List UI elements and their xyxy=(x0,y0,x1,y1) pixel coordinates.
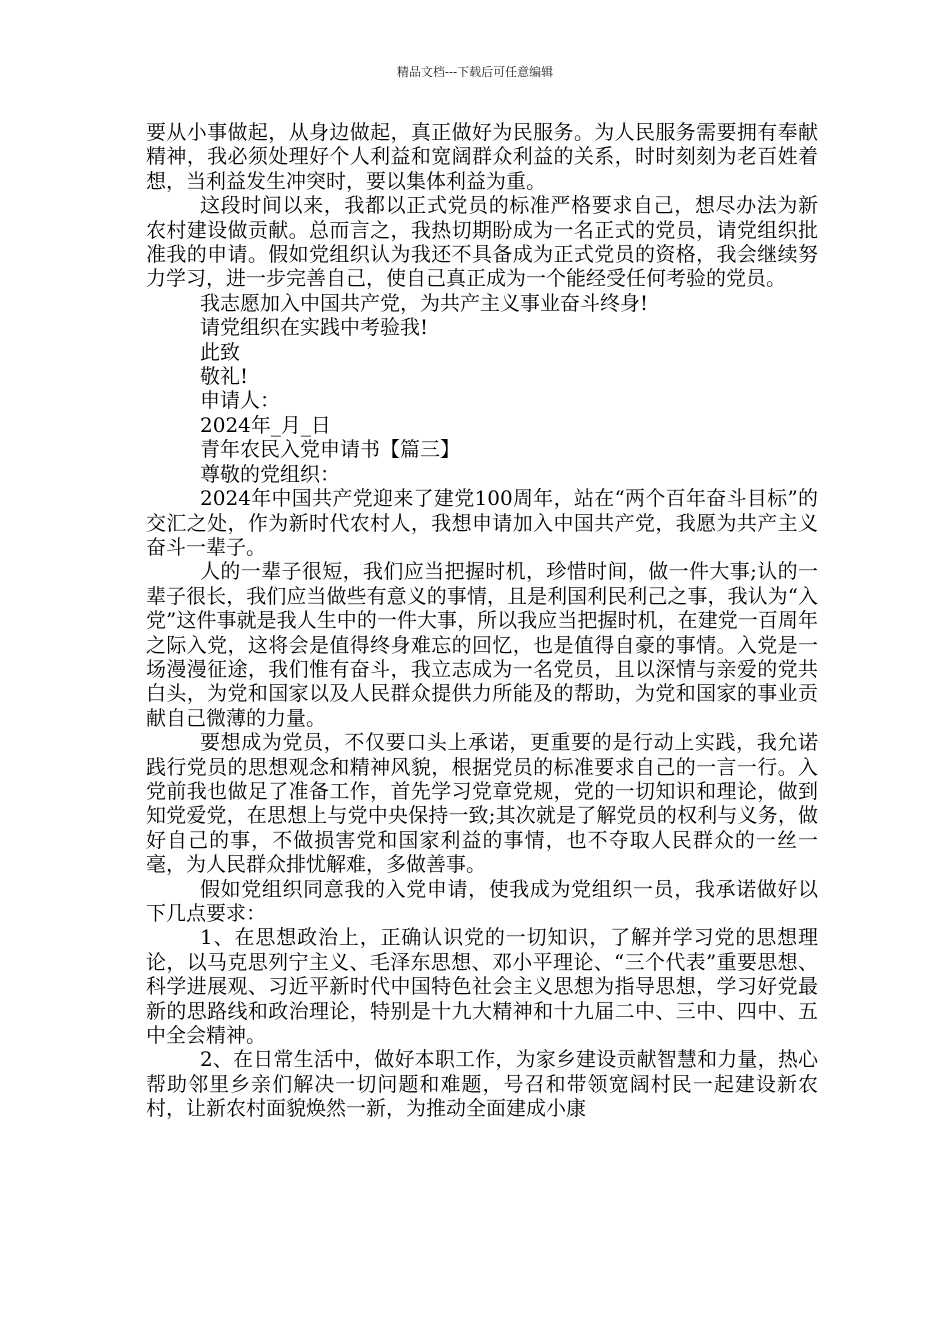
document-body xyxy=(146,120,818,1121)
paragraph-point-1: 1、在思想政治上，正确认识党的一切知识，了解并学习党的思想理论，以马克思列宁主义、毛泽东思想、邓小平理论、“三个代表”重要思想、科学进展观、习近平新时代中国特色社会主义思想为指导思想，学习好党最新的思路线和政治理论，特别是十九大精神和十九届二中、三中、四中、五中全会精神。 xyxy=(146,925,818,1048)
paragraph-point-2: 2、在日常生活中，做好本职工作，为家乡建设贡献智慧和力量，热心帮助邻里乡亲们解决一切问题和难题，号召和带领宽阔村民一起建设新农村，让新农村面貌焕然一新，为推动全面建成小康 xyxy=(146,1047,818,1121)
date-line: 2024年_月_日 xyxy=(200,412,331,437)
paragraph-promise: 假如党组织同意我的入党申请，使我成为党组织一员，我承诺做好以下几点要求： xyxy=(146,876,818,925)
paragraph-life: 人的一辈子很短，我们应当把握时机，珍惜时间，做一件大事;认的一辈子很长，我们应当做些有意义的事情，且是利国利民利己之事，我认为“入党”这件事就是我人生中的一件大事，所以我应当把握时机，在建党一百周年之际入党，这将会是值得终身难忘的回忆，也是值得自豪的事情。入党是一场漫漫征途，我们惟有奋斗，我立志成为一名党员，且以深情与亲爱的党共白头，为党和国家以及人民群众提供力所能及的帮助，为党和国家的事业贡献自己微薄的力量。 xyxy=(146,559,818,730)
section-title: 青年农民入党申请书【篇三】 xyxy=(200,437,460,462)
paragraph-centenary: 2024年中国共产党迎来了建党100周年，站在“两个百年奋斗目标”的交汇之处，作为新时代农村人，我想申请加入中国共产党，我愿为共产主义奋斗一辈子。 xyxy=(146,486,818,559)
closing-line-1: 此致 xyxy=(200,339,240,364)
page-header: 精品文档---下载后可任意编辑 xyxy=(396,65,554,79)
closing-line-2: 敬礼! xyxy=(200,364,249,389)
salutation-line: 尊敬的党组织： xyxy=(200,461,340,486)
applicant-line: 申请人： xyxy=(200,388,280,413)
paragraph-practice: 要想成为党员，不仅要口头上承诺，更重要的是行动上实践，我允诺践行党员的思想观念和精神风貌，根据党员的标准要求自己的一言一行。入党前我也做足了准备工作，首先学习党章党规，党的一切知识和理论，做到知党爱党，在思想上与党中央保持一致;其次就是了解党员的权利与义务，做好自己的事，不做损害党和国家利益的事情，也不夺取人民群众的一丝一毫，为人民群众排忧解难，多做善事。 xyxy=(146,730,818,877)
paragraph-service: 要从小事做起，从身边做起，真正做好为民服务。为人民服务需要拥有奉献精神，我必须处理好个人利益和宽阔群众利益的关系，时时刻刻为老百姓着想，当利益发生冲突时，要以集体利益为重。 xyxy=(146,120,818,193)
vow-line: 我志愿加入中国共产党，为共产主义事业奋斗终身! xyxy=(200,290,649,315)
request-line: 请党组织在实践中考验我! xyxy=(200,315,429,340)
paragraph-commitment: 这段时间以来，我都以正式党员的标准严格要求自己，想尽办法为新农村建设做贡献。总而言之，我热切期盼成为一名正式的党员，请党组织批准我的申请。假如党组织认为我还不具备成为正式党员的资格，我会继续努力学习，进一步完善自己，使自己真正成为一个能经受任何考验的党员。 xyxy=(146,193,818,291)
